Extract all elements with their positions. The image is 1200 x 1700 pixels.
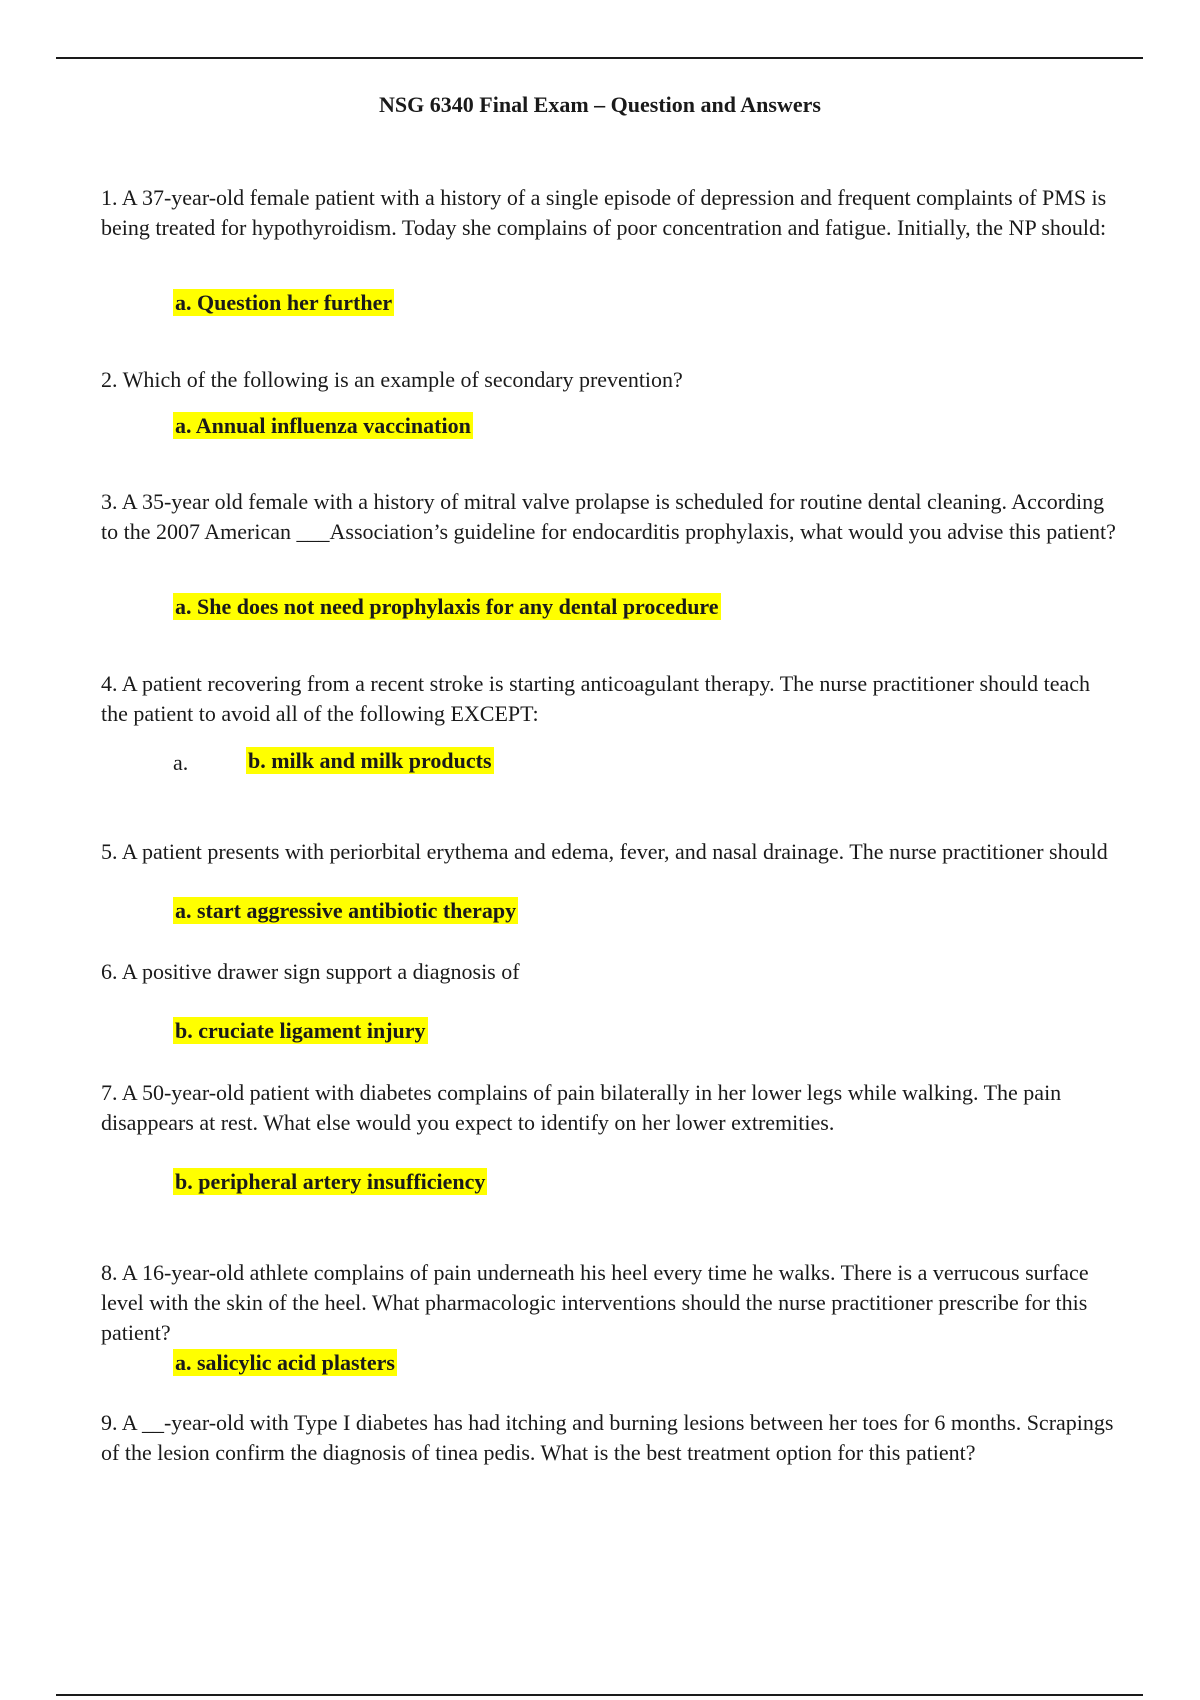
answer-1 (173, 288, 394, 318)
answer-6 (173, 1016, 428, 1046)
question-1: 1. A 37-year-old female patient with a history of a single episode of depression and frequent complaints of PMS is being treated for hypothyroidism. Today she complains of poor concentration and fatigue. Initially, the NP should: (101, 185, 1107, 240)
question-2: 2. Which of the following is an example of secondary prevention? (101, 367, 683, 392)
answer-2-highlight: a. Annual influenza vaccination (175, 413, 471, 438)
answer-6-highlight: b. cruciate ligament injury (175, 1018, 426, 1043)
answer-2 (173, 411, 473, 441)
answer-4-highlight: b. milk and milk products (248, 748, 492, 773)
answer-8 (173, 1348, 397, 1378)
question-8: 8. A 16-year-old athlete complains of pain underneath his heel every time he walks. There is a verrucous surface level with the skin of the heel. What pharmacologic interventions should the nurse practitioner prescribe for this patient? (101, 1260, 1089, 1345)
top-rule (56, 57, 1143, 59)
question-3: 3. A 35-year old female with a history of mitral valve prolapse is scheduled for routine dental cleaning. According to the 2007 American ___Association’s guideline for endocarditis prophylaxis, what would you advise this patient? (101, 489, 1116, 544)
answer-5-highlight: a. start aggressive antibiotic therapy (175, 898, 517, 923)
answer-7-highlight: b. peripheral artery insufficiency (175, 1169, 486, 1194)
question-4: 4. A patient recovering from a recent stroke is starting anticoagulant therapy. The nurse practitioner should teach the patient to avoid all of the following EXCEPT: (101, 671, 1091, 726)
answer-3 (173, 592, 721, 622)
answer-8-highlight: a. salicylic acid plasters (175, 1350, 395, 1375)
question-6: 6. A positive drawer sign support a diagnosis of (101, 959, 520, 984)
answer-4 (246, 746, 494, 776)
bottom-rule (56, 1694, 1143, 1696)
answer-1-highlight: a. Question her further (175, 290, 393, 315)
question-7: 7. A 50-year-old patient with diabetes complains of pain bilaterally in her lower legs while walking. The pain disappears at rest. What else would you expect to identify on her lower extremities. (101, 1080, 1062, 1135)
question-5: 5. A patient presents with periorbital erythema and edema, fever, and nasal drainage. The nurse practitioner should (101, 839, 1108, 864)
answer-4-marker: a. (173, 750, 189, 775)
answer-7 (173, 1167, 487, 1197)
answer-3-highlight: a. She does not need prophylaxis for any dental procedure (175, 594, 719, 619)
question-9: 9. A __-year-old with Type I diabetes has had itching and burning lesions between her toes for 6 months. Scrapings of the lesion confirm the diagnosis of tinea pedis. What is the best treatment option for this patient? (101, 1410, 1114, 1465)
answer-5 (173, 896, 518, 926)
page-title: NSG 6340 Final Exam – Question and Answers (379, 92, 821, 117)
